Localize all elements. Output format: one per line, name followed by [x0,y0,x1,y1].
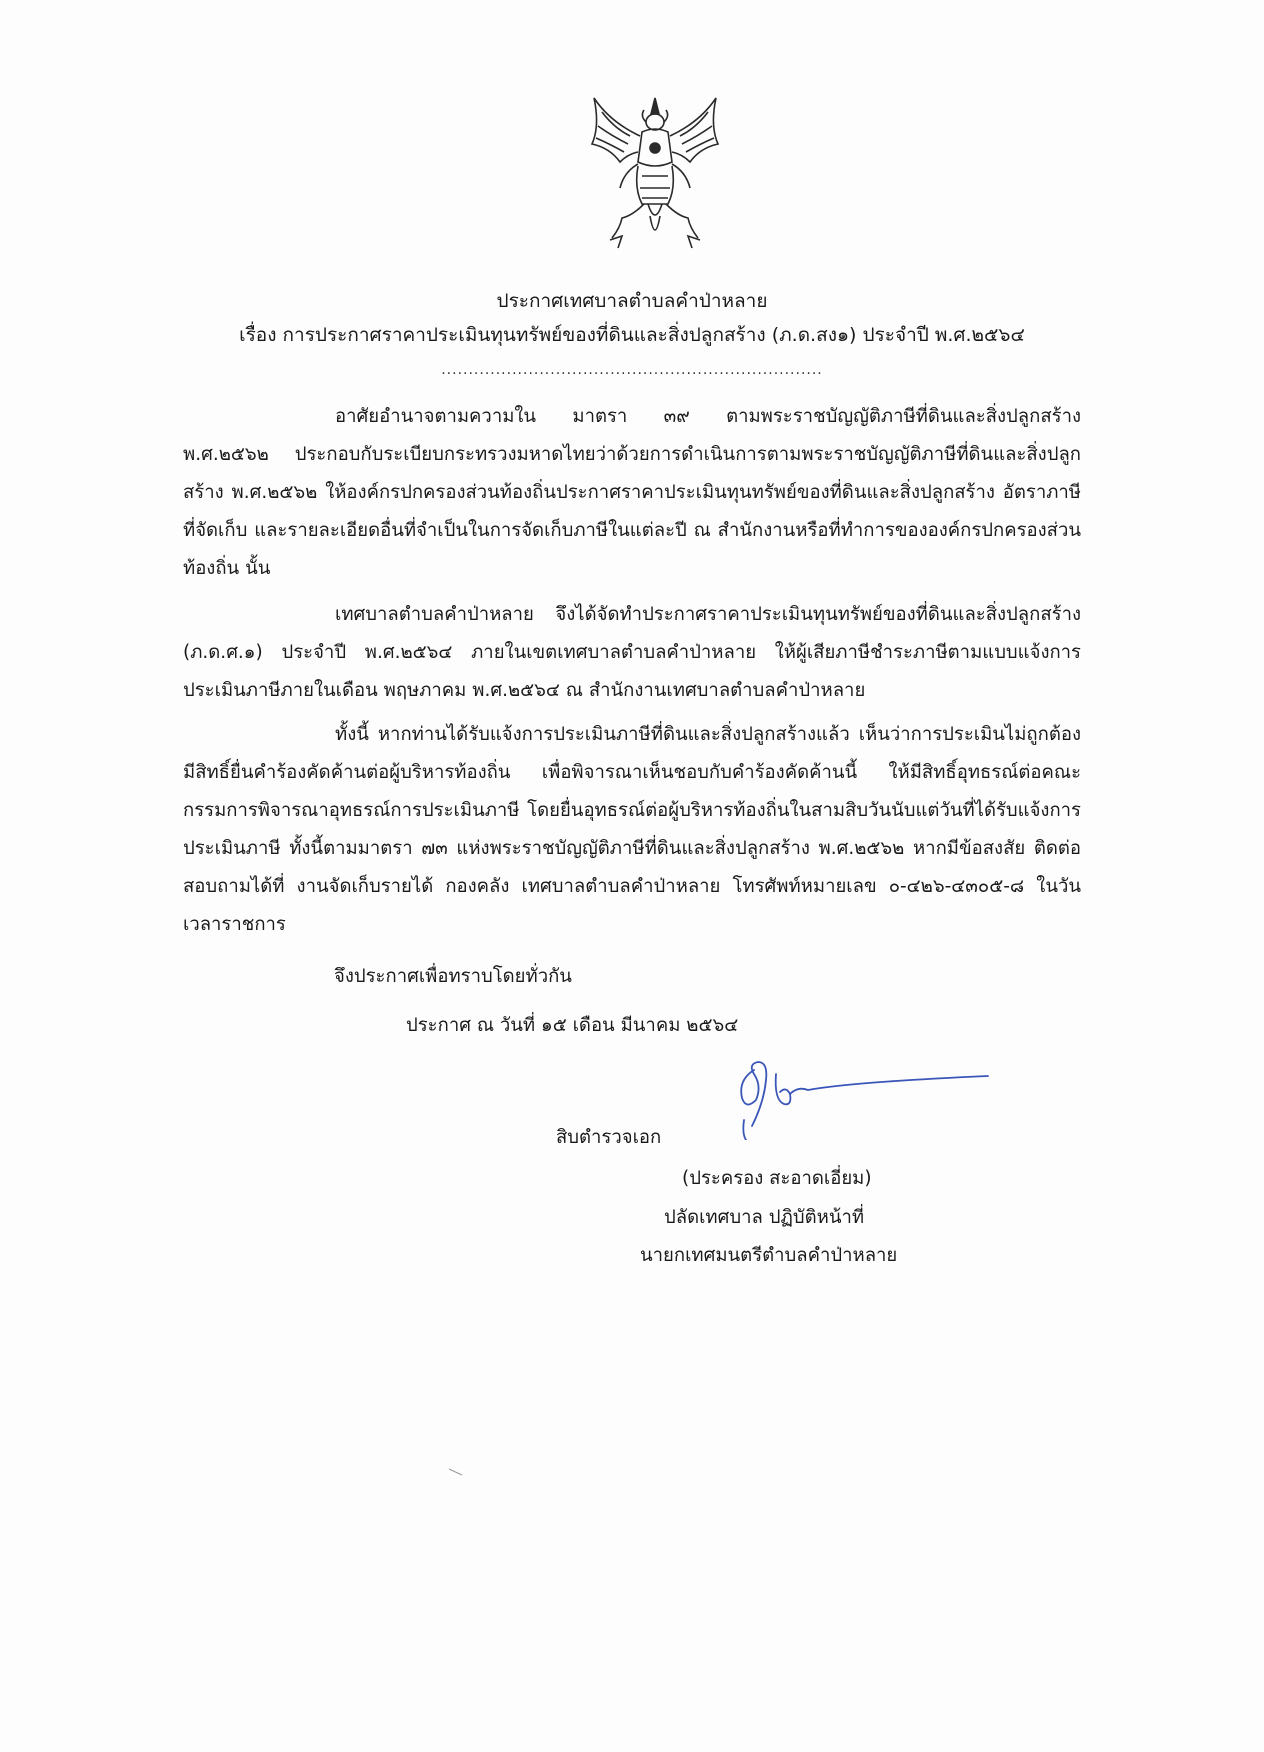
body-paragraph-2: เทศบาลตำบลคำป่าหลาย จึงได้จัดทำประกาศราคาประเมินทุนทรัพย์ของที่ดินและสิ่งปลูกสร้าง (ภ.ด.ศ.๑) ประจำปี พ.ศ.๒๕๖๔ ภายในเขตเทศบาลตำบลคำป่าหลาย ให้ผู้เสียภาษีชำระภาษีตามแบบแจ้งการประเมินภาษีภายในเดือน พฤษภาคม พ.ศ.๒๕๖๔ ณ สำนักงานเทศบาลตำบลคำป่าหลาย [183,604,1081,701]
body-paragraph-1: อาศัยอำนาจตามความใน มาตรา ๓๙ ตามพระราชบัญญัติภาษีที่ดินและสิ่งปลูกสร้าง พ.ศ.๒๕๖๒ ประกอบกับระเบียบกระทรวงมหาดไทยว่าด้วยการดำเนินการตามพระราชบัญญัติภาษีที่ดินและสิ่งปลูกสร้าง พ.ศ.๒๕๖๒ ให้องค์กรปกครองส่วนท้องถิ่นประกาศราคาประเมินทุนทรัพย์ของที่ดินและสิ่งปลูกสร้าง อัตราภาษีที่จัดเก็บ และรายละเอียดอื่นที่จำเป็นในการจัดเก็บภาษีในแต่ละปี ณ สำนักงานหรือที่ทำการขององค์กรปกครองส่วนท้องถิ่น นั้น [183,406,1081,579]
closing-statement: จึงประกาศเพื่อทราบโดยทั่วกัน [334,966,572,987]
announcement-date: ประกาศ ณ วันที่ ๑๕ เดือน มีนาคม ๒๕๖๔ [406,1015,739,1036]
scan-mark [448,1468,464,1476]
body-paragraph-3: ทั้งนี้ หากท่านได้รับแจ้งการประเมินภาษีที่ดินและสิ่งปลูกสร้างแล้ว เห็นว่าการประเมินไม่ถูกต้อง มีสิทธิ์ยื่นคำร้องคัดค้านต่อผู้บริหารท้องถิ่น เพื่อพิจารณาเห็นชอบกับคำร้องคัดค้านนี้ ให้มีสิทธิ์อุทธรณ์ต่อคณะกรรมการพิจารณาอุทธรณ์การประเมินภาษี โดยยื่นอุทธรณ์ต่อผู้บริหารท้องถิ่นในสามสิบวันนับแต่วันที่ได้รับแจ้งการประเมินภาษี ทั้งนี้ตามมาตรา ๗๓ แห่งพระราชบัญญัติภาษีที่ดินและสิ่งปลูกสร้าง พ.ศ.๒๕๖๒ หากมีข้อสงสัย ติดต่อสอบถามได้ที่ งานจัดเก็บรายได้ กองคลัง เทศบาลตำบลคำป่าหลาย โทรศัพท์หมายเลข ๐-๔๒๖-๔๓๐๕-๘ ในวันเวลาราชการ [183,724,1081,935]
signer-position: ปลัดเทศบาล ปฏิบัติหน้าที่ [664,1207,865,1228]
announcement-title: ประกาศเทศบาลตำบลคำป่าหลาย [496,290,768,312]
signer-title: นายกเทศมนตรีตำบลคำป่าหลาย [640,1245,898,1266]
announcement-subject: เรื่อง การประกาศราคาประเมินทุนทรัพย์ของที่ดินและสิ่งปลูกสร้าง (ภ.ด.สง๑) ประจำปี พ.ศ.๒๕๖๔ [239,324,1025,346]
handwritten-signature [732,1050,992,1140]
garuda-emblem-icon [580,92,730,252]
signer-rank: สิบตำรวจเอก [556,1127,662,1148]
signer-name: (ประครอง สะอาดเอี่ยม) [682,1168,872,1189]
title-separator: ...................................................................... [441,362,823,378]
